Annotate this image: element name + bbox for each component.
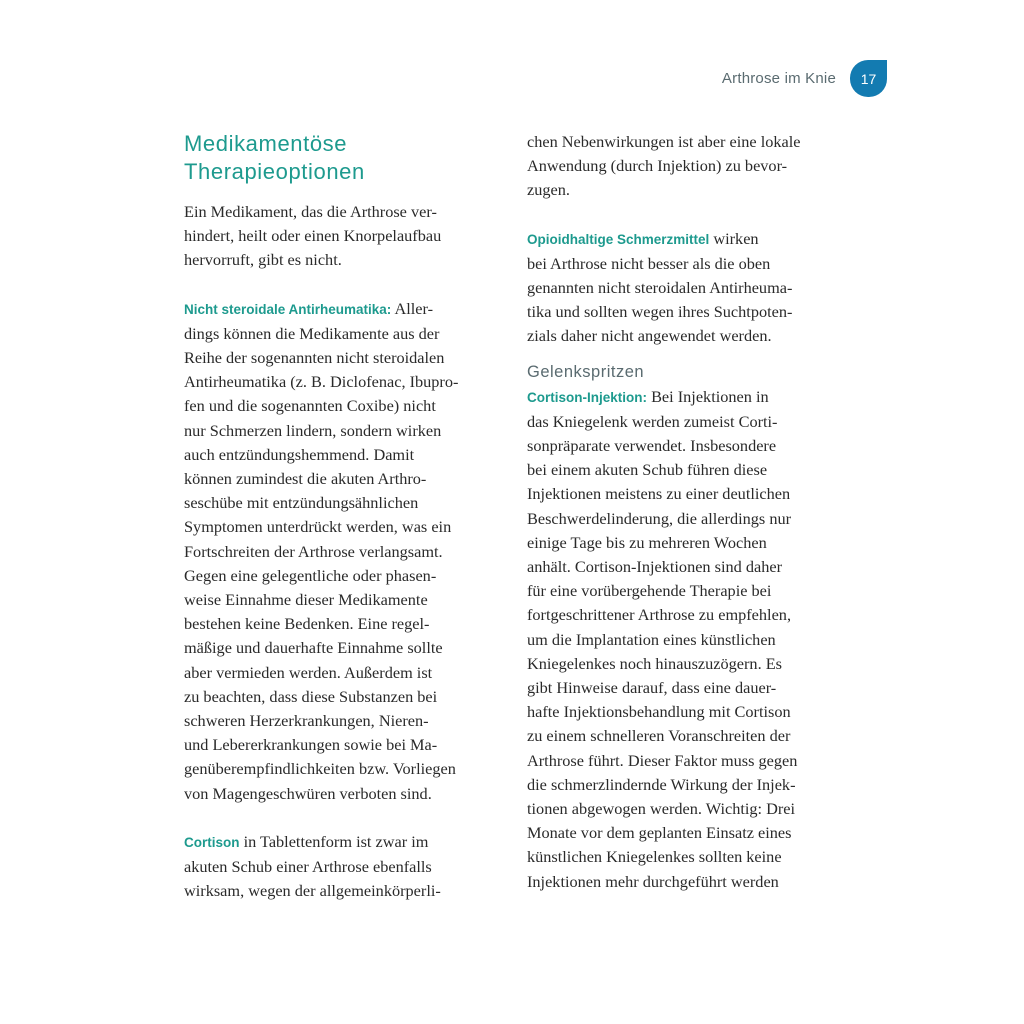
- running-header-title: Arthrose im Knie: [721, 70, 836, 87]
- text-line: genüberempfindlichkeiten bzw. Vorliegen: [184, 759, 456, 779]
- text-line: aber vermieden werden. Außerdem ist: [184, 662, 433, 682]
- text-line: chen Nebenwirkungen ist aber eine lokale: [527, 132, 801, 151]
- text-line: bei einem akuten Schub führen diese: [527, 460, 768, 480]
- text-line: zu einem schnelleren Voranschreiten der: [527, 726, 791, 746]
- intro-paragraph: [184, 200, 494, 273]
- text-line: von Magengeschwüren verboten sind.: [184, 783, 432, 803]
- section-heading: [184, 130, 494, 186]
- nsar-paragraph: [184, 297, 494, 806]
- text-line: tika und sollten wegen ihres Suchtpoten-: [527, 302, 793, 322]
- text-line: Injektionen mehr durchgeführt werden: [527, 871, 779, 891]
- text-line: Opioidhaltige Schmerzmittel wirken: [527, 228, 759, 248]
- text-line: Ein Medikament, das die Arthrose ver-: [184, 202, 437, 221]
- text-line: hindert, heilt oder einen Knorpelaufbau: [184, 226, 442, 246]
- text-line: die schmerzlindernde Wirkung der Injek-: [527, 774, 796, 794]
- running-header: [722, 60, 887, 97]
- continuation-paragraph: [527, 130, 839, 203]
- heading-line: Therapieoptionen: [184, 159, 365, 184]
- text-line: wirksam, wegen der allgemeinkörperli-: [184, 881, 441, 901]
- text-line: Reihe der sogenannten nicht steroidalen: [184, 348, 445, 368]
- text-line: einige Tage bis zu mehreren Wochen: [527, 532, 767, 552]
- text-line: Cortison in Tablettenform ist zwar im: [184, 831, 429, 851]
- text-line: zugen.: [527, 180, 570, 200]
- text-line: Anwendung (durch Injektion) zu bevor-: [527, 156, 788, 176]
- text-line: zu beachten, dass diese Substanzen bei: [184, 686, 438, 706]
- text-line: bestehen keine Bedenken. Eine regel-: [184, 614, 430, 634]
- text-line: schweren Herzerkrankungen, Nieren-: [184, 711, 429, 731]
- right-column: [527, 130, 839, 894]
- page-number-badge: 17: [850, 60, 887, 97]
- text-line: fen und die sogenannten Coxibe) nicht: [184, 396, 436, 416]
- text-line: hervorruft, gibt es nicht.: [184, 250, 342, 270]
- text-line: weise Einnahme dieser Medikamente: [184, 590, 428, 610]
- text-line: mäßige und dauerhafte Einnahme sollte: [184, 638, 443, 658]
- text-line: auch entzündungshemmend. Damit: [184, 444, 415, 464]
- opioid-paragraph: [527, 227, 839, 349]
- text-line: akuten Schub einer Arthrose ebenfalls: [184, 857, 432, 877]
- text-line: Beschwerdelinderung, die allerdings nur: [527, 508, 792, 528]
- cortison-lead: Cortison: [184, 834, 240, 850]
- text-line: künstlichen Kniegelenkes sollten keine: [527, 847, 782, 867]
- text-line: zials daher nicht angewendet werden.: [527, 326, 772, 346]
- text-line: anhält. Cortison-Injektionen sind daher: [527, 557, 783, 577]
- text-line: sonpräparate verwendet. Insbesondere: [527, 436, 777, 456]
- text-line: gibt Hinweise darauf, dass eine dauer-: [527, 678, 777, 698]
- cortison-paragraph: [184, 830, 494, 904]
- text-line: hafte Injektionsbehandlung mit Cortison: [527, 702, 791, 722]
- text-line: Arthrose führt. Dieser Faktor muss gegen: [527, 750, 798, 770]
- injection-paragraph: [527, 385, 839, 894]
- subsection-heading: Gelenkspritzen: [527, 362, 645, 381]
- text-line: um die Implantation eines künstlichen: [527, 629, 776, 649]
- text-line: Antirheumatika (z. B. Diclofenac, Ibupro-: [184, 372, 459, 392]
- text-line: Injektionen meistens zu einer deutlichen: [527, 484, 791, 504]
- text-line: Fortschreiten der Arthrose verlangsamt.: [184, 541, 443, 561]
- text-line: nur Schmerzen lindern, sondern wirken: [184, 420, 442, 440]
- text-line: das Kniegelenk werden zumeist Corti-: [527, 411, 778, 431]
- text-line: genannten nicht steroidalen Antirheuma-: [527, 278, 793, 298]
- injection-lead: Cortison-Injektion:: [527, 389, 647, 405]
- text-line: dings können die Medikamente aus der: [184, 323, 440, 343]
- text-line: seschübe mit entzündungsähnlichen: [184, 493, 419, 513]
- nsar-lead: Nicht steroidale Antirheumatika:: [184, 301, 392, 317]
- text-line: und Lebererkrankungen sowie bei Ma-: [184, 735, 438, 755]
- opioid-lead: Opioidhaltige Schmerzmittel: [527, 231, 710, 247]
- text-line: bei Arthrose nicht besser als die oben: [527, 253, 771, 273]
- text-line: Cortison-Injektion: Bei Injektionen in: [527, 386, 769, 406]
- text-line: für eine vorübergehende Therapie bei: [527, 581, 772, 601]
- text-line: Nicht steroidale Antirheumatika: Aller-: [184, 298, 434, 318]
- text-line: Symptomen unterdrückt werden, was ein: [184, 517, 452, 537]
- text-line: Gegen eine gelegentliche oder phasen-: [184, 565, 437, 585]
- left-column: [184, 130, 494, 903]
- text-line: fortgeschrittener Arthrose zu empfehlen,: [527, 605, 792, 625]
- heading-line: Medikamentöse: [184, 131, 348, 156]
- text-line: können zumindest die akuten Arthro-: [184, 469, 427, 489]
- text-line: tionen abgewogen werden. Wichtig: Drei: [527, 799, 796, 819]
- text-line: Kniegelenkes noch hinauszuzögern. Es: [527, 653, 782, 673]
- text-line: Monate vor dem geplanten Einsatz eines: [527, 823, 792, 843]
